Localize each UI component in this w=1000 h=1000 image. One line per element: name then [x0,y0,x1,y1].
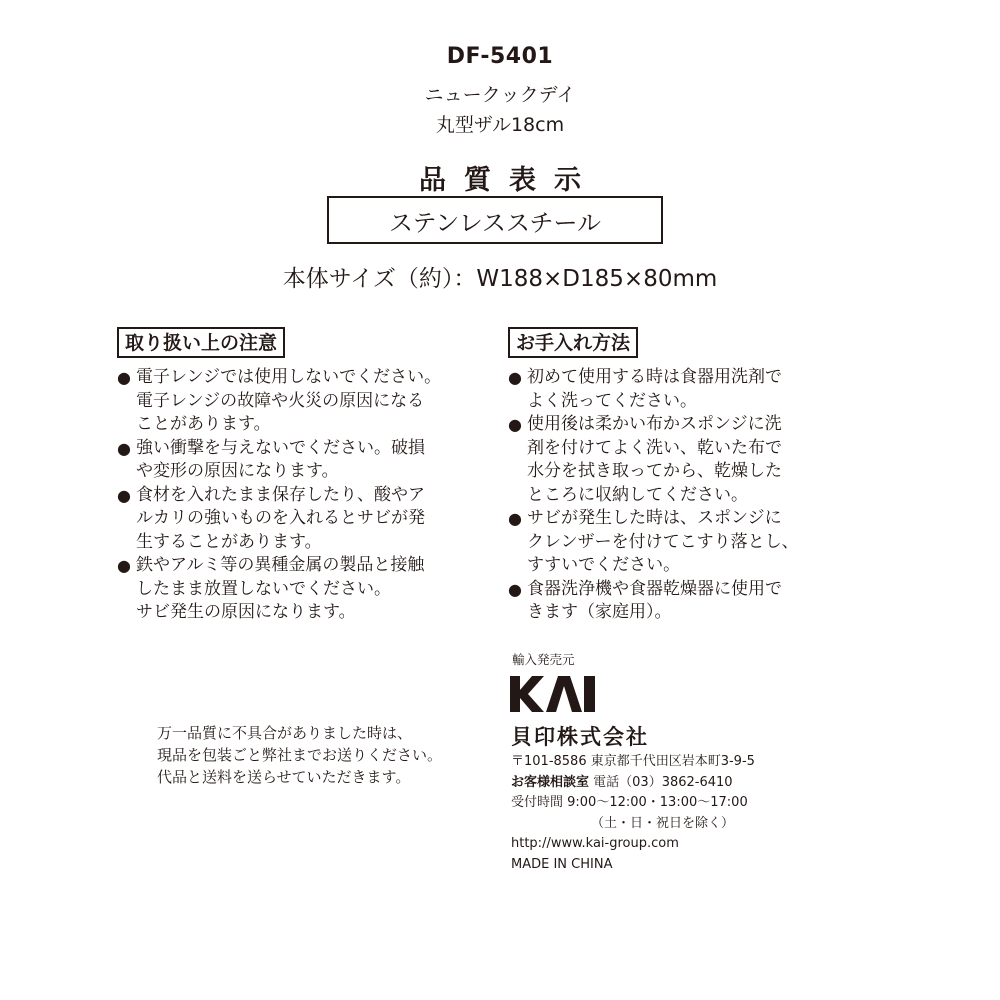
care-item: ● サビが発生した時は、スポンジに クレンザーを付けてこすり落とし、 すすいでください。 [508,507,868,578]
handling-list [117,366,507,625]
product-series: ニュークックデイ [424,84,576,106]
quality-label-title: 品質表示 [419,165,599,196]
care-item: ● 初めて使用する時は食器用洗剤で よく洗ってください。 [508,366,868,413]
material-box [327,196,663,244]
defect-notice: 万一品質に不具合がありました時は、 現品を包装ごと弊社までお送りください。 代品と送料を送らせていただきます。 [157,724,443,786]
contact-info [511,752,755,875]
phone-line [511,773,755,794]
model-number: DF-5401 [446,44,554,69]
care-item: ● 使用後は柔かい布かスポンジに洗 剤を付けてよく洗い、乾いた布で 水分を拭き取ってから、乾燥した ところに収納してください。 [508,413,868,507]
dimensions-text: 本体サイズ（約）：W188×D185×80mm [282,266,718,292]
website-url: http://www.kai-group.com [511,836,679,851]
material-text: ステンレススチール [388,208,602,237]
care-heading: お手入れ方法 [508,327,638,358]
handling-item: ● 食材を入れたまま保存したり、酸やア ルカリの強いものを入れるとサビが発 生することがあります。 [117,484,507,555]
care-section [508,327,868,625]
kai-logo [510,676,596,716]
phone-number: 電話（03）3862-6410 [593,774,733,790]
handling-section [117,327,507,625]
handling-item: ● 強い衝撃を与えないでください。破損 や変形の原因になります。 [117,437,507,484]
importer-label: 輸入発売元 [512,652,575,667]
origin-label: MADE IN CHINA [511,856,613,872]
address: 〒101-8586 東京都千代田区岩本町3-9-5 [511,754,755,769]
company-name: 貝印株式会社 [511,725,649,749]
business-hours: 受付時間 9:00〜12:00・13:00〜17:00 [511,795,748,810]
consult-label: お客様相談室 [511,774,590,790]
handling-item: ● 電子レンジでは使用しないでください。 電子レンジの故障や火災の原因になる ことがあります。 [117,366,507,437]
handling-item: ● 鉄やアルミ等の異種金属の製品と接触 したまま放置しないでください。 サビ発生の原因になります。 [117,554,507,625]
care-list [508,366,868,625]
care-item: ● 食器洗浄機や食器乾燥器に使用で きます（家庭用）。 [508,578,868,625]
handling-heading: 取り扱い上の注意 [117,327,285,358]
product-name: 丸型ザル18cm [435,114,565,136]
hours-note: （土・日・祝日を除く） [591,815,735,831]
